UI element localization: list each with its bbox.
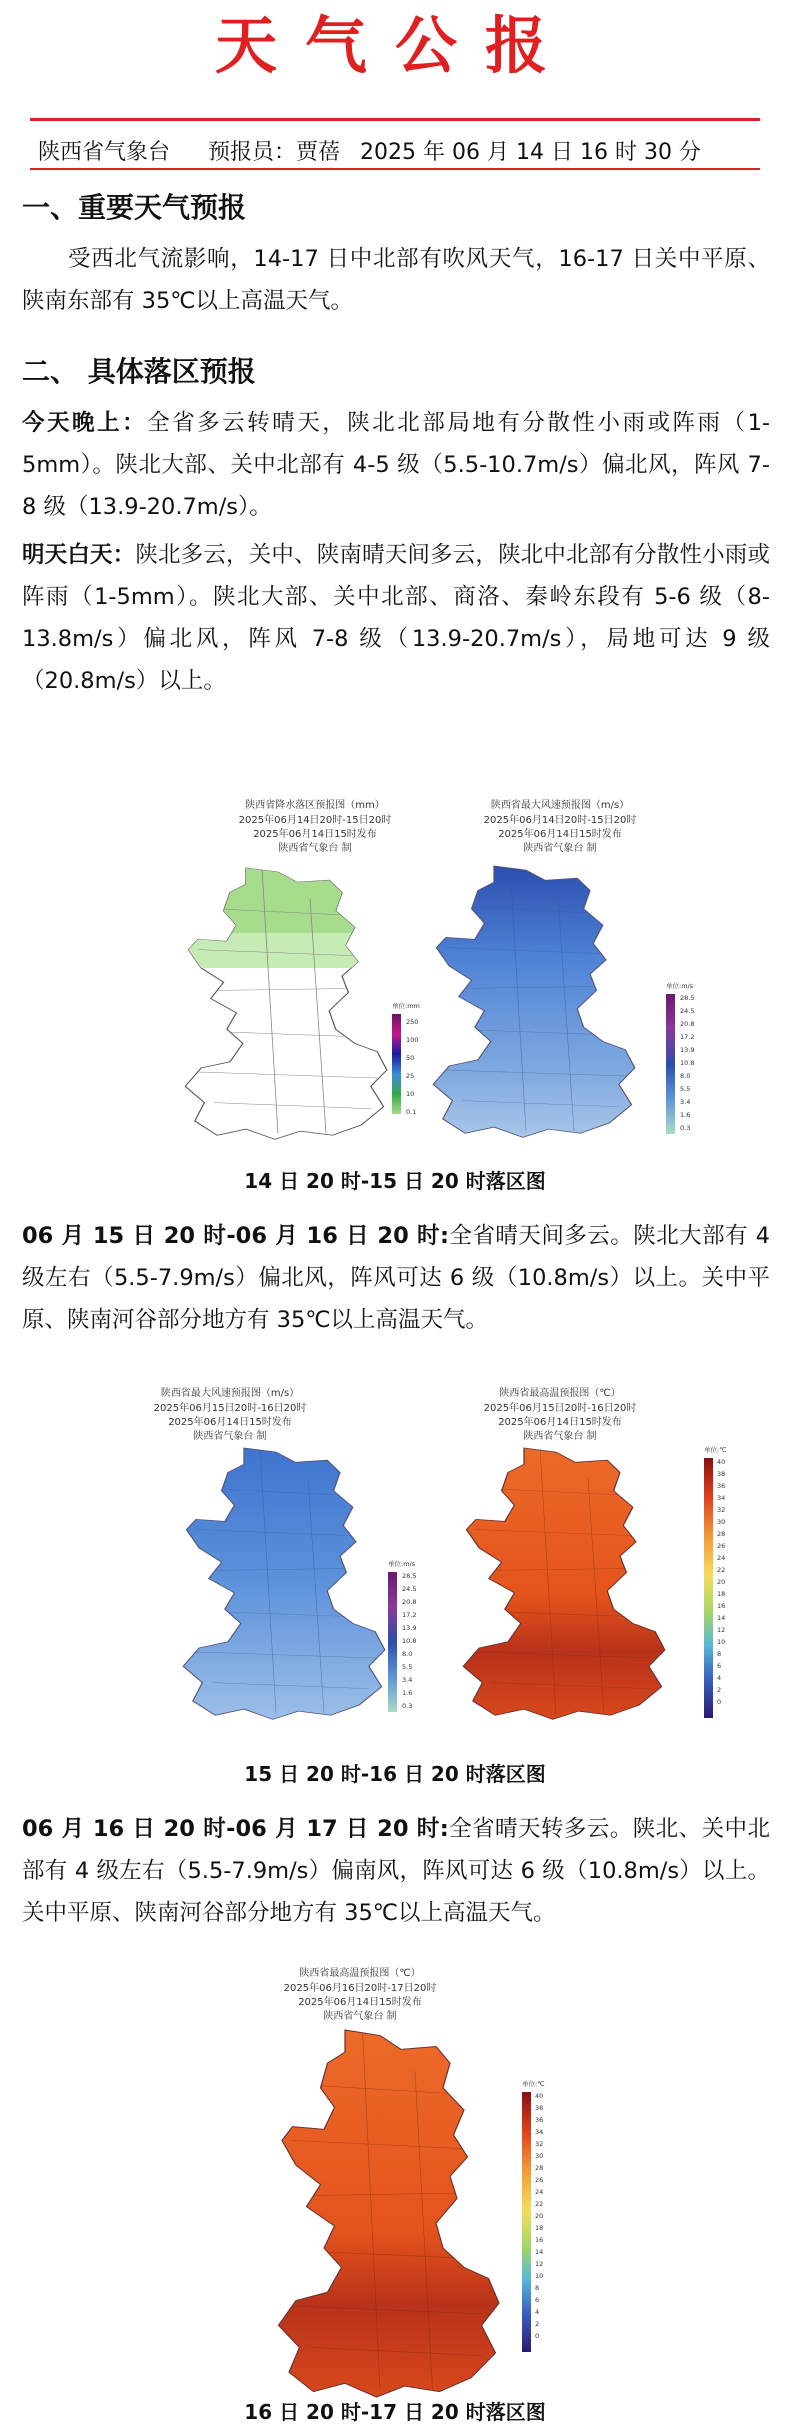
map-producer: 陕西省气象台 制 bbox=[323, 2011, 397, 2022]
svg-text:20: 20 bbox=[717, 1578, 726, 1586]
title-rule bbox=[30, 118, 760, 121]
shaanxi-outline bbox=[433, 866, 635, 1137]
svg-text:5.5: 5.5 bbox=[680, 1085, 691, 1093]
temp-legend-labels bbox=[535, 2092, 543, 2340]
bulletin-header bbox=[38, 138, 738, 168]
svg-text:250: 250 bbox=[406, 1018, 419, 1026]
svg-text:34: 34 bbox=[717, 1494, 726, 1502]
section2-heading: 二、 具体落区预报 bbox=[22, 355, 256, 388]
svg-text:32: 32 bbox=[535, 2140, 544, 2148]
svg-text:38: 38 bbox=[535, 2104, 544, 2112]
svg-text:1.6: 1.6 bbox=[680, 1111, 691, 1119]
shaanxi-outline bbox=[183, 1448, 385, 1719]
svg-text:13.9: 13.9 bbox=[402, 1624, 417, 1632]
svg-text:36: 36 bbox=[535, 2116, 544, 2124]
svg-text:0: 0 bbox=[535, 2332, 540, 2340]
svg-text:0.3: 0.3 bbox=[680, 1124, 691, 1132]
day2-text: 全省晴天间多云。陕北大部有 4 级左右（5.5-7.9m/s）偏北风，阵风可达 6 级（10.8m/s）以上。关中平原、陕南河谷部分地方有 35℃以上高温天气。 bbox=[22, 1223, 770, 1333]
svg-text:50: 50 bbox=[406, 1054, 415, 1062]
temp-legend-labels bbox=[717, 1458, 725, 1706]
shaanxi-outline bbox=[463, 1448, 665, 1719]
temp-legend-bar bbox=[522, 2092, 531, 2352]
shaanxi-outline bbox=[279, 2030, 500, 2397]
svg-text:20: 20 bbox=[535, 2212, 544, 2220]
svg-text:10.8: 10.8 bbox=[402, 1637, 417, 1645]
svg-text:4: 4 bbox=[535, 2308, 540, 2316]
svg-text:17.2: 17.2 bbox=[402, 1611, 417, 1619]
map-producer: 陕西省气象台 制 bbox=[523, 843, 597, 854]
map-title: 陕西省最大风速预报图（m/s） bbox=[490, 800, 630, 811]
temp-forecast-map-2 bbox=[260, 1960, 560, 2400]
wind-legend-labels bbox=[680, 994, 694, 1132]
section1-text: 受西北气流影响，14-17 日中北部有吹风天气，16-17 日关中平原、陕南东部有 35℃以上高温天气。 bbox=[22, 246, 770, 314]
temp-legend-unit: 单位:℃ bbox=[522, 2080, 545, 2088]
svg-text:4: 4 bbox=[717, 1674, 722, 1682]
svg-text:10: 10 bbox=[535, 2272, 544, 2280]
figure2-caption: 15 日 20 时-16 日 20 时落区图 bbox=[244, 1762, 546, 1786]
map-subtitle: 2025年06月14日20时-15日20时 bbox=[238, 815, 392, 826]
svg-text:32: 32 bbox=[717, 1506, 726, 1514]
page-title: 天气公报 bbox=[214, 9, 575, 82]
temp-forecast-map-1 bbox=[450, 1380, 740, 1720]
wind-forecast-map-2 bbox=[150, 1380, 430, 1720]
map-title: 陕西省最高温预报图（℃） bbox=[299, 1968, 421, 1979]
figure1-caption: 14 日 20 时-15 日 20 时落区图 bbox=[244, 1169, 546, 1193]
svg-text:20.8: 20.8 bbox=[402, 1598, 417, 1606]
svg-text:8.0: 8.0 bbox=[402, 1650, 413, 1658]
svg-text:17.2: 17.2 bbox=[680, 1033, 695, 1041]
wind-legend-bar bbox=[388, 1572, 397, 1712]
map-issued: 2025年06月14日15时发布 bbox=[168, 1417, 292, 1428]
shaanxi-outline bbox=[182, 868, 390, 1139]
svg-text:30: 30 bbox=[717, 1518, 726, 1526]
svg-text:8: 8 bbox=[535, 2284, 540, 2292]
svg-text:18: 18 bbox=[535, 2224, 544, 2232]
day2-paragraph bbox=[22, 1215, 770, 1341]
svg-text:22: 22 bbox=[535, 2200, 544, 2208]
svg-text:25: 25 bbox=[406, 1072, 415, 1080]
map-producer: 陕西省气象台 制 bbox=[193, 1431, 267, 1442]
svg-text:18: 18 bbox=[717, 1590, 726, 1598]
svg-text:40: 40 bbox=[535, 2092, 544, 2100]
wind-legend-labels bbox=[402, 1572, 416, 1710]
svg-text:6: 6 bbox=[535, 2296, 540, 2304]
map-issued: 2025年06月14日15时发布 bbox=[298, 1997, 422, 2008]
map-producer: 陕西省气象台 制 bbox=[523, 1431, 597, 1442]
rain-forecast-map bbox=[170, 790, 460, 1140]
svg-text:10: 10 bbox=[406, 1090, 415, 1098]
svg-text:13.9: 13.9 bbox=[680, 1046, 695, 1054]
day2-lead: 06 月 15 日 20 时-06 月 16 日 20 时: bbox=[22, 1223, 450, 1249]
svg-text:0.1: 0.1 bbox=[406, 1108, 417, 1116]
svg-text:3.4: 3.4 bbox=[680, 1098, 691, 1106]
map-subtitle: 2025年06月15日20时-16日20时 bbox=[153, 1403, 307, 1414]
svg-text:12: 12 bbox=[717, 1626, 726, 1634]
issue-datetime: 2025 年 06 月 14 日 16 时 30 分 bbox=[360, 140, 701, 165]
svg-text:20.8: 20.8 bbox=[680, 1020, 695, 1028]
map-issued: 2025年06月14日15时发布 bbox=[498, 1417, 622, 1428]
map-subtitle: 2025年06月15日20时-16日20时 bbox=[483, 1403, 637, 1414]
svg-text:5.5: 5.5 bbox=[402, 1663, 413, 1671]
wind-legend-bar bbox=[666, 994, 675, 1134]
svg-text:24: 24 bbox=[717, 1554, 726, 1562]
map-title: 陕西省最大风速预报图（m/s） bbox=[160, 1388, 300, 1399]
tomorrow-lead: 明天白天： bbox=[22, 542, 136, 568]
forecaster: 预报员：贾蓓 bbox=[208, 140, 341, 165]
svg-text:100: 100 bbox=[406, 1036, 419, 1044]
wind-legend-unit: 单位:m/s bbox=[666, 982, 694, 990]
map-title: 陕西省最高温预报图（℃） bbox=[499, 1388, 621, 1399]
svg-text:24.5: 24.5 bbox=[402, 1585, 417, 1593]
day3-text: 全省晴天转多云。陕北、关中北部有 4 级左右（5.5-7.9m/s）偏南风，阵风可达 6 级（10.8m/s）以上。关中平原、陕南河谷部分地方有 35℃以上高温天气。 bbox=[22, 1816, 770, 1926]
svg-text:24: 24 bbox=[535, 2188, 544, 2196]
svg-text:16: 16 bbox=[717, 1602, 726, 1610]
day3-paragraph bbox=[22, 1808, 770, 1934]
tomorrow-text: 陕北多云，关中、陕南晴天间多云，陕北中北部有分散性小雨或阵雨（1-5mm）。陕北大部、关中北部、商洛、秦岭东段有 5-6 级（8-13.8m/s）偏北风，阵风 7-8 级（13.9-20.7m/s），局地可达 9 级（20.8m/s）以上。 bbox=[22, 542, 770, 694]
svg-text:28.5: 28.5 bbox=[402, 1572, 417, 1580]
tonight-lead: 今天晚上： bbox=[22, 410, 148, 436]
svg-text:28.5: 28.5 bbox=[680, 994, 695, 1002]
svg-text:10: 10 bbox=[717, 1638, 726, 1646]
map-producer: 陕西省气象台 制 bbox=[278, 843, 352, 854]
temp-legend-unit: 单位:℃ bbox=[704, 1446, 727, 1454]
svg-text:12: 12 bbox=[535, 2260, 544, 2268]
svg-text:38: 38 bbox=[717, 1470, 726, 1478]
svg-text:0: 0 bbox=[717, 1698, 722, 1706]
svg-text:6: 6 bbox=[717, 1662, 722, 1670]
svg-text:8.0: 8.0 bbox=[680, 1072, 691, 1080]
svg-text:2: 2 bbox=[535, 2320, 540, 2328]
map-issued: 2025年06月14日15时发布 bbox=[253, 829, 377, 840]
svg-text:36: 36 bbox=[717, 1482, 726, 1490]
section1-heading: 一、重要天气预报 bbox=[22, 191, 247, 224]
svg-text:28: 28 bbox=[717, 1530, 726, 1538]
svg-text:26: 26 bbox=[717, 1542, 726, 1550]
svg-text:0.3: 0.3 bbox=[402, 1702, 413, 1710]
svg-text:22: 22 bbox=[717, 1566, 726, 1574]
day3-lead: 06 月 16 日 20 时-06 月 17 日 20 时: bbox=[22, 1816, 449, 1842]
svg-text:40: 40 bbox=[717, 1458, 726, 1466]
agency: 陕西省气象台 bbox=[38, 140, 171, 165]
svg-text:1.6: 1.6 bbox=[402, 1689, 413, 1697]
svg-text:34: 34 bbox=[535, 2128, 544, 2136]
svg-text:16: 16 bbox=[535, 2236, 544, 2244]
svg-text:24.5: 24.5 bbox=[680, 1007, 695, 1015]
svg-text:3.4: 3.4 bbox=[402, 1676, 413, 1684]
temp-legend-bar bbox=[704, 1458, 713, 1718]
figure3-caption: 16 日 20 时-17 日 20 时落区图 bbox=[244, 2400, 546, 2424]
tonight-text: 全省多云转晴天，陕北北部局地有分散性小雨或阵雨（1-5mm）。陕北大部、关中北部有 4-5 级（5.5-10.7m/s）偏北风，阵风 7-8 级（13.9-20.7m/s）。 bbox=[22, 410, 770, 520]
svg-text:2: 2 bbox=[717, 1686, 722, 1694]
header-rule bbox=[30, 168, 760, 170]
map-subtitle: 2025年06月14日20时-15日20时 bbox=[483, 815, 637, 826]
svg-text:10.8: 10.8 bbox=[680, 1059, 695, 1067]
rain-legend-bar bbox=[392, 1014, 401, 1114]
tonight-paragraph bbox=[22, 402, 770, 528]
svg-text:8: 8 bbox=[717, 1650, 722, 1658]
svg-text:30: 30 bbox=[535, 2152, 544, 2160]
svg-text:26: 26 bbox=[535, 2176, 544, 2184]
map-issued: 2025年06月14日15时发布 bbox=[498, 829, 622, 840]
svg-text:14: 14 bbox=[717, 1614, 726, 1622]
map-subtitle: 2025年06月16日20时-17日20时 bbox=[283, 1983, 437, 1994]
tomorrow-paragraph bbox=[22, 534, 770, 702]
rain-legend-labels bbox=[406, 1018, 418, 1116]
wind-legend-unit: 单位:m/s bbox=[388, 1560, 416, 1568]
wind-forecast-map-1 bbox=[430, 790, 720, 1140]
svg-text:14: 14 bbox=[535, 2248, 544, 2256]
svg-text:28: 28 bbox=[535, 2164, 544, 2172]
rain-legend-unit: 单位:mm bbox=[392, 1002, 420, 1010]
map-title: 陕西省降水落区预报图（mm） bbox=[245, 800, 385, 811]
